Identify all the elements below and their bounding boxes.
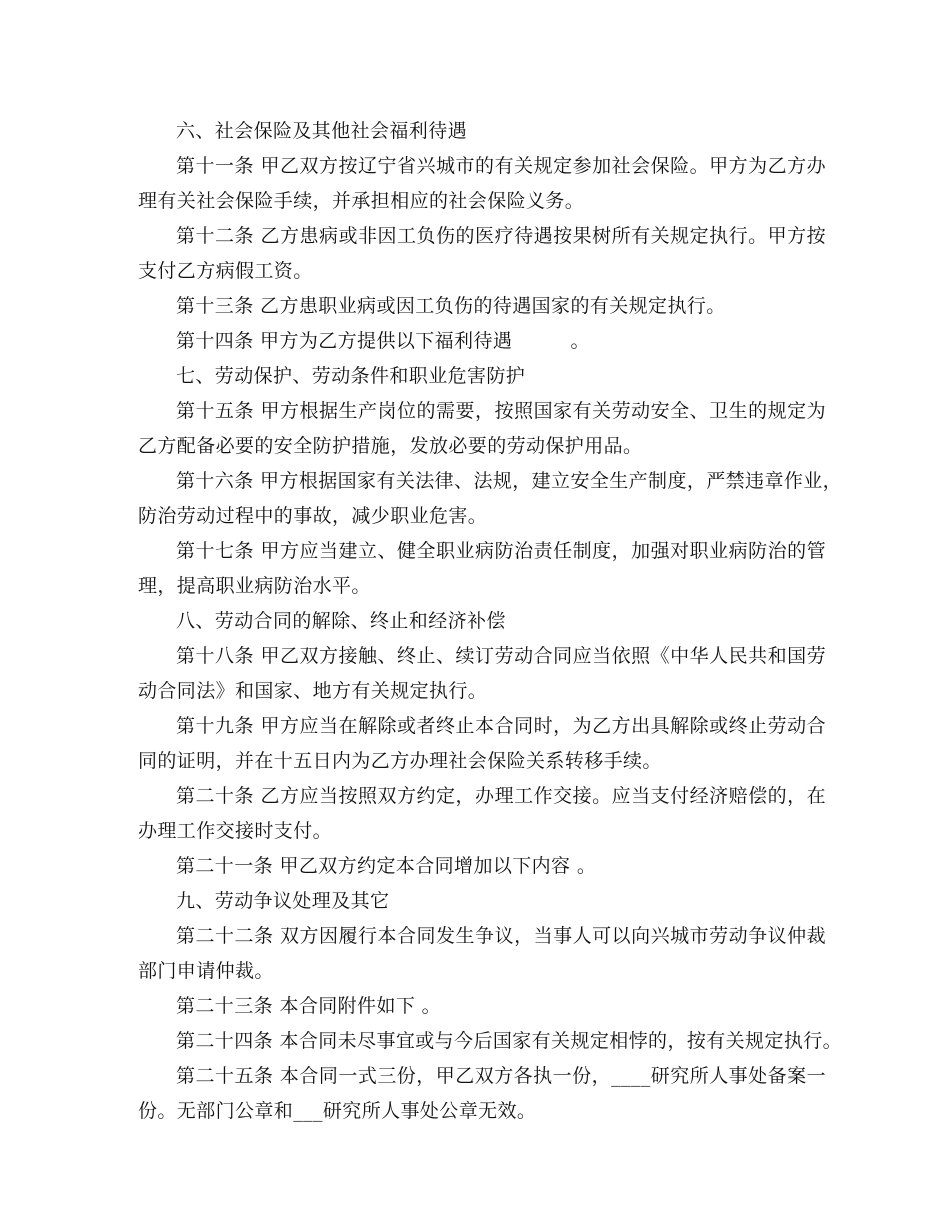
article-12-line-2: 支付乙方病假工资。 bbox=[138, 260, 313, 282]
article-23: 第二十三条 本合同附件如下 。 bbox=[176, 995, 442, 1017]
article-11-line-1: 第十一条 甲乙双方按辽宁省兴城市的有关规定参加社会保险。甲方为乙方办 bbox=[176, 155, 826, 177]
article-20-line-2: 办理工作交接时支付。 bbox=[138, 820, 333, 842]
article-18-line-1: 第十八条 甲乙双方接触、终止、续订劳动合同应当依照《中华人民共和国劳 bbox=[176, 645, 826, 667]
article-19-line-1: 第十九条 甲方应当在解除或者终止本合同时，为乙方出具解除或终止劳动合 bbox=[176, 715, 826, 737]
article-15-line-1: 第十五条 甲方根据生产岗位的需要，按照国家有关劳动安全、卫生的规定为 bbox=[176, 400, 826, 422]
article-25-line-1: 第二十五条 本合同一式三份，甲乙双方各执一份，____研究所人事处备案一 bbox=[176, 1065, 826, 1087]
article-15-line-2: 乙方配备必要的安全防护措施，发放必要的劳动保护用品。 bbox=[138, 435, 643, 457]
article-16-line-1: 第十六条 甲方根据国家有关法律、法规，建立安全生产制度，严禁违章作业， bbox=[176, 470, 843, 492]
article-17-line-2: 理，提高职业病防治水平。 bbox=[138, 575, 371, 597]
article-22-line-1: 第二十二条 双方因履行本合同发生争议，当事人可以向兴城市劳动争议仲裁 bbox=[176, 925, 826, 947]
section-heading-termination: 八、劳动合同的解除、终止和经济补偿 bbox=[176, 610, 506, 632]
article-16-line-2: 防治劳动过程中的事故，减少职业危害。 bbox=[138, 505, 488, 527]
article-20-line-1: 第二十条 乙方应当按照双方约定，办理工作交接。应当支付经济赔偿的，在 bbox=[176, 785, 826, 807]
article-18-line-2: 动合同法》和国家、地方有关规定执行。 bbox=[138, 680, 488, 702]
article-14: 第十四条 甲方为乙方提供以下福利待遇 。 bbox=[176, 330, 590, 352]
article-22-line-2: 部门申请仲裁。 bbox=[138, 960, 274, 982]
document-body bbox=[138, 114, 843, 1129]
section-heading-labor-protection: 七、劳动保护、劳动条件和职业危害防护 bbox=[176, 365, 526, 387]
section-heading-social-insurance: 六、社会保险及其他社会福利待遇 bbox=[176, 120, 468, 142]
section-heading-disputes: 九、劳动争议处理及其它 bbox=[176, 890, 390, 912]
article-11-line-2: 理有关社会保险手续，并承担相应的社会保险义务。 bbox=[138, 190, 585, 212]
article-19-line-2: 同的证明，并在十五日内为乙方办理社会保险关系转移手续。 bbox=[138, 750, 662, 772]
article-17-line-1: 第十七条 甲方应当建立、健全职业病防治责任制度，加强对职业病防治的管 bbox=[176, 540, 826, 562]
article-13: 第十三条 乙方患职业病或因工负伤的待遇国家的有关规定执行。 bbox=[176, 295, 726, 317]
article-24: 第二十四条 本合同未尽事宜或与今后国家有关规定相悖的，按有关规定执行。 bbox=[176, 1030, 843, 1052]
article-21: 第二十一条 甲乙双方约定本合同增加以下内容 。 bbox=[176, 855, 597, 877]
article-12-line-1: 第十二条 乙方患病或非因工负伤的医疗待遇按果树所有关规定执行。甲方按 bbox=[176, 225, 826, 247]
article-25-line-2: 份。无部门公章和___研究所人事处公章无效。 bbox=[138, 1100, 537, 1122]
